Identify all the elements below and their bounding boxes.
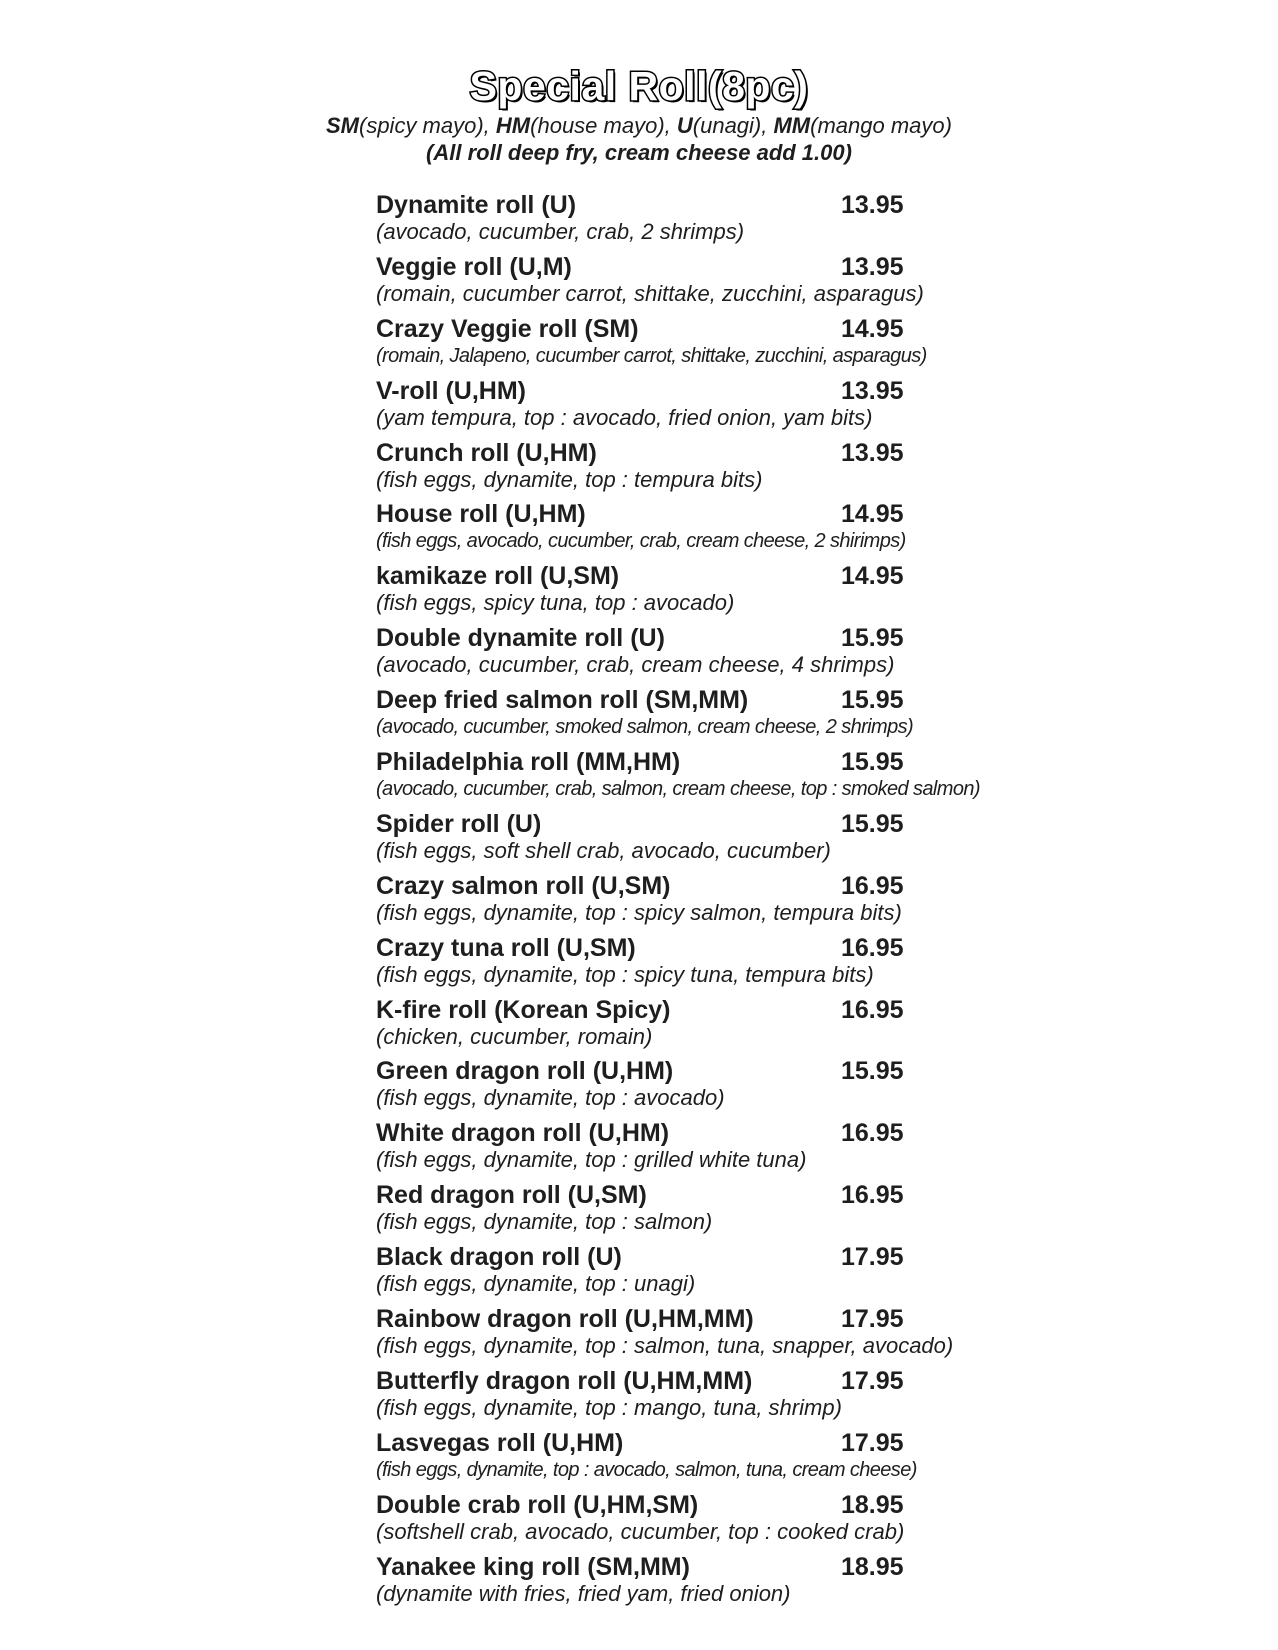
item-price: 14.95 bbox=[841, 314, 904, 343]
menu-item bbox=[376, 871, 996, 933]
item-name: House roll (U,HM) bbox=[376, 500, 586, 529]
item-description: (fish eggs, dynamite, top : spicy salmon, tempura bits) bbox=[376, 899, 902, 925]
menu-header bbox=[0, 62, 1278, 166]
sauce-legend bbox=[0, 112, 1278, 139]
item-name: Philadelphia roll (MM,HM) bbox=[376, 748, 681, 777]
item-description: (avocado, cucumber, smoked salmon, cream cheese, 2 shrimps) bbox=[376, 716, 914, 739]
item-name: Spider roll (U) bbox=[376, 809, 542, 838]
menu-item bbox=[376, 1180, 996, 1242]
item-price: 18.95 bbox=[841, 1552, 904, 1581]
menu-item bbox=[376, 1366, 996, 1428]
menu-item bbox=[376, 1428, 996, 1490]
item-price: 15.95 bbox=[841, 1057, 904, 1086]
item-name: Black dragon roll (U) bbox=[376, 1243, 622, 1272]
page-title: Special Roll(8pc) bbox=[469, 63, 809, 109]
legend-meaning: (unagi), bbox=[692, 113, 774, 138]
menu-item bbox=[376, 747, 996, 809]
item-name: White dragon roll (U,HM) bbox=[376, 1119, 670, 1148]
item-name: Lasvegas roll (U,HM) bbox=[376, 1428, 624, 1457]
item-price: 16.95 bbox=[841, 933, 904, 962]
legend-abbr: U bbox=[676, 113, 693, 138]
item-description: (fish eggs, dynamite, top : avocado, salmon, tuna, cream cheese) bbox=[376, 1458, 917, 1481]
item-description: (romain, cucumber carrot, shittake, zucchini, asparagus) bbox=[376, 280, 924, 306]
item-price: 16.95 bbox=[841, 995, 904, 1024]
menu-item bbox=[376, 376, 996, 438]
item-name: Crunch roll (U,HM) bbox=[376, 438, 597, 467]
menu-item bbox=[376, 499, 996, 561]
item-price: 13.95 bbox=[841, 252, 904, 281]
item-name: Double crab roll (U,HM,SM) bbox=[376, 1490, 699, 1519]
menu-item bbox=[376, 685, 996, 747]
item-price: 15.95 bbox=[841, 809, 904, 838]
item-price: 13.95 bbox=[841, 376, 904, 405]
menu-item bbox=[376, 1056, 996, 1118]
menu-item bbox=[376, 314, 996, 376]
menu-item bbox=[376, 995, 996, 1057]
item-description: (fish eggs, dynamite, top : unagi) bbox=[376, 1271, 696, 1297]
menu-item bbox=[376, 561, 996, 623]
menu-item bbox=[376, 252, 996, 314]
item-description: (fish eggs, dynamite, top : avocado) bbox=[376, 1085, 725, 1111]
item-description: (fish eggs, dynamite, top : salmon) bbox=[376, 1209, 713, 1235]
item-name: Crazy salmon roll (U,SM) bbox=[376, 871, 671, 900]
legend-meaning: (house mayo), bbox=[530, 113, 677, 138]
item-price: 17.95 bbox=[841, 1428, 904, 1457]
item-price: 17.95 bbox=[841, 1305, 904, 1334]
item-price: 15.95 bbox=[841, 686, 904, 715]
menu-item bbox=[376, 1118, 996, 1180]
item-description: (fish eggs, spicy tuna, top : avocado) bbox=[376, 590, 735, 616]
item-name: Crazy Veggie roll (SM) bbox=[376, 314, 639, 343]
item-description: (avocado, cucumber, crab, 2 shrimps) bbox=[376, 219, 745, 244]
legend-abbr: HM bbox=[495, 113, 531, 138]
menu-item bbox=[376, 1552, 996, 1614]
item-name: Yanakee king roll (SM,MM) bbox=[376, 1552, 690, 1581]
item-price: 13.95 bbox=[841, 438, 904, 467]
item-description: (fish eggs, dynamite, top : salmon, tuna, snapper, avocado) bbox=[376, 1333, 954, 1359]
legend-meaning: (mango mayo) bbox=[810, 113, 952, 138]
item-description: (dynamite with fries, fried yam, fried onion) bbox=[376, 1580, 791, 1606]
item-name: V-roll (U,HM) bbox=[376, 376, 526, 405]
menu-item bbox=[376, 933, 996, 995]
menu-note: (All roll deep fry, cream cheese add 1.00) bbox=[426, 140, 852, 165]
item-price: 16.95 bbox=[841, 871, 904, 900]
item-price: 15.95 bbox=[841, 624, 904, 653]
item-price: 17.95 bbox=[841, 1366, 904, 1395]
item-description: (romain, Jalapeno, cucumber carrot, shittake, zucchini, asparagus) bbox=[376, 344, 927, 367]
item-name: Deep fried salmon roll (SM,MM) bbox=[376, 686, 749, 715]
menu-item bbox=[376, 190, 996, 252]
item-description: (chicken, cucumber, romain) bbox=[376, 1023, 653, 1049]
menu-item bbox=[376, 1242, 996, 1304]
item-description: (softshell crab, avocado, cucumber, top : cooked crab) bbox=[376, 1518, 905, 1544]
item-name: Rainbow dragon roll (U,HM,MM) bbox=[376, 1305, 754, 1334]
menu-item bbox=[376, 438, 996, 500]
item-name: Veggie roll (U,M) bbox=[376, 252, 572, 281]
item-price: 18.95 bbox=[841, 1490, 904, 1519]
menu-item bbox=[376, 623, 996, 685]
item-name: Crazy tuna roll (U,SM) bbox=[376, 933, 636, 962]
item-description: (fish eggs, dynamite, top : spicy tuna, tempura bits) bbox=[376, 961, 874, 987]
item-description: (avocado, cucumber, crab, cream cheese, 4 shrimps) bbox=[376, 652, 895, 678]
item-description: (yam tempura, top : avocado, fried onion, yam bits) bbox=[376, 404, 873, 430]
item-price: 14.95 bbox=[841, 562, 904, 591]
item-description: (fish eggs, dynamite, top : mango, tuna, shrimp) bbox=[376, 1394, 842, 1420]
item-name: K-fire roll (Korean Spicy) bbox=[376, 995, 671, 1024]
item-name: kamikaze roll (U,SM) bbox=[376, 562, 620, 591]
item-name: Green dragon roll (U,HM) bbox=[376, 1057, 674, 1086]
legend-abbr: MM bbox=[773, 113, 811, 138]
item-name: Double dynamite roll (U) bbox=[376, 624, 665, 653]
menu-item bbox=[376, 1304, 996, 1366]
item-price: 16.95 bbox=[841, 1119, 904, 1148]
item-price: 13.95 bbox=[841, 191, 904, 219]
item-name: Dynamite roll (U) bbox=[376, 191, 577, 219]
item-name: Red dragon roll (U,SM) bbox=[376, 1181, 647, 1210]
item-price: 16.95 bbox=[841, 1181, 904, 1210]
item-description: (fish eggs, soft shell crab, avocado, cucumber) bbox=[376, 837, 831, 863]
item-description: (fish eggs, dynamite, top : tempura bits) bbox=[376, 466, 763, 492]
item-description: (fish eggs, avocado, cucumber, crab, cream cheese, 2 shirimps) bbox=[376, 530, 906, 553]
item-description: (fish eggs, dynamite, top : grilled white tuna) bbox=[376, 1147, 807, 1173]
item-price: 17.95 bbox=[841, 1243, 904, 1272]
legend-meaning: (spicy mayo), bbox=[359, 113, 496, 138]
item-price: 15.95 bbox=[841, 748, 904, 777]
item-price: 14.95 bbox=[841, 500, 904, 529]
menu-item bbox=[376, 809, 996, 871]
item-description: (avocado, cucumber, crab, salmon, cream cheese, top : smoked salmon) bbox=[376, 778, 980, 801]
menu-list bbox=[376, 190, 996, 1613]
menu-item bbox=[376, 1490, 996, 1552]
item-name: Butterfly dragon roll (U,HM,MM) bbox=[376, 1366, 753, 1395]
legend-abbr: SM bbox=[326, 113, 359, 138]
